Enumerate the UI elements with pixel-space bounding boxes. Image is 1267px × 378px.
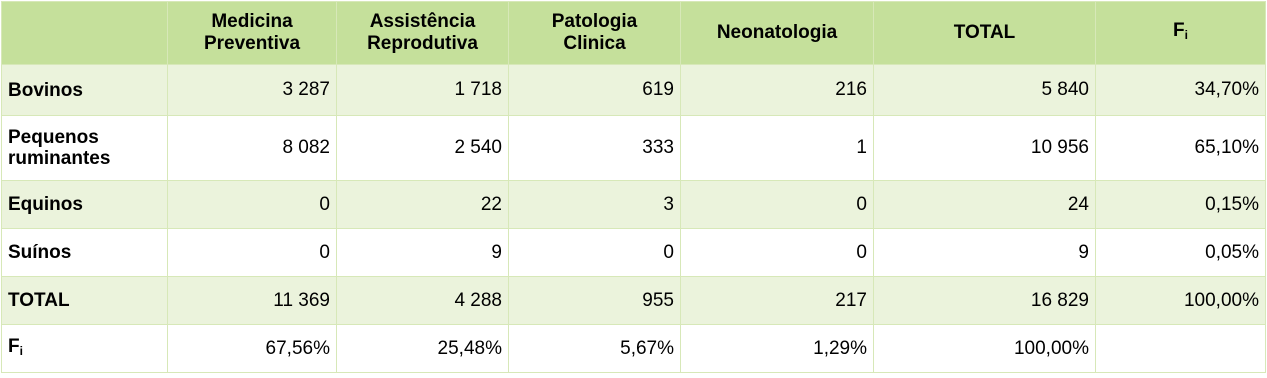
cell-value: 0: [168, 229, 337, 277]
cell-value: 100,00%: [874, 325, 1096, 373]
header-total: TOTAL: [874, 2, 1096, 65]
cell-value: 0: [681, 181, 874, 229]
cell-value: 1,29%: [681, 325, 874, 373]
cell-value: 217: [681, 277, 874, 325]
table-row-fi: [2, 325, 1266, 373]
row-label: Equinos: [2, 181, 168, 229]
row-label: Suínos: [2, 229, 168, 277]
cell-value: 5 840: [874, 65, 1096, 116]
cell-value: 0,05%: [1096, 229, 1266, 277]
cell-value: 0: [509, 229, 681, 277]
cell-value: 0,15%: [1096, 181, 1266, 229]
header-fi: [1096, 2, 1266, 65]
cell-value: 1 718: [337, 65, 509, 116]
fi-main: F: [1173, 20, 1185, 41]
table-row-pequenos-ruminantes: [2, 116, 1266, 181]
cell-value: 4 288: [337, 277, 509, 325]
row-label-line: Pequenos: [8, 127, 99, 148]
cell-value: 22: [337, 181, 509, 229]
cell-value: 9: [337, 229, 509, 277]
table-row-bovinos: [2, 65, 1266, 116]
cell-value: 619: [509, 65, 681, 116]
cell-value: [1096, 325, 1266, 373]
cell-value: 100,00%: [1096, 277, 1266, 325]
header-line: Assistência: [369, 11, 476, 32]
cell-value: 34,70%: [1096, 65, 1266, 116]
header-line: Reprodutiva: [367, 33, 478, 54]
header-neonatologia: Neonatologia: [681, 2, 874, 65]
row-label: Bovinos: [2, 65, 168, 116]
fi-main: F: [8, 335, 20, 357]
cell-value: 0: [681, 229, 874, 277]
cell-value: 9: [874, 229, 1096, 277]
cell-value: 216: [681, 65, 874, 116]
cell-value: 0: [168, 181, 337, 229]
cell-value: 11 369: [168, 277, 337, 325]
cell-value: 24: [874, 181, 1096, 229]
cell-value: 1: [681, 116, 874, 181]
cell-value: 333: [509, 116, 681, 181]
row-label: [2, 325, 168, 373]
fi-subscript: i: [1184, 28, 1188, 42]
header-medicina-preventiva: [168, 2, 337, 65]
cell-value: 2 540: [337, 116, 509, 181]
cell-value: 67,56%: [168, 325, 337, 373]
cell-value: 3 287: [168, 65, 337, 116]
row-label: TOTAL: [2, 277, 168, 325]
cell-value: 65,10%: [1096, 116, 1266, 181]
cell-value: 10 956: [874, 116, 1096, 181]
header-line: Medicina: [211, 11, 293, 32]
cell-value: 16 829: [874, 277, 1096, 325]
corner-cell: [2, 2, 168, 65]
header-assistencia-reprodutiva: [337, 2, 509, 65]
header-line: Patologia: [551, 11, 638, 32]
data-table: [1, 1, 1266, 373]
cell-value: 3: [509, 181, 681, 229]
cell-value: 8 082: [168, 116, 337, 181]
cell-value: 25,48%: [337, 325, 509, 373]
fi-subscript: i: [19, 343, 23, 358]
header-line: Clinica: [563, 33, 626, 54]
table-row-total: [2, 277, 1266, 325]
header-patologia-clinica: [509, 2, 681, 65]
table-row-equinos: [2, 181, 1266, 229]
header-row: [2, 2, 1266, 65]
row-label-line: ruminantes: [8, 148, 111, 169]
cell-value: 5,67%: [509, 325, 681, 373]
cell-value: 955: [509, 277, 681, 325]
header-line: Preventiva: [203, 33, 301, 54]
table-row-suinos: [2, 229, 1266, 277]
row-label: [2, 116, 168, 181]
